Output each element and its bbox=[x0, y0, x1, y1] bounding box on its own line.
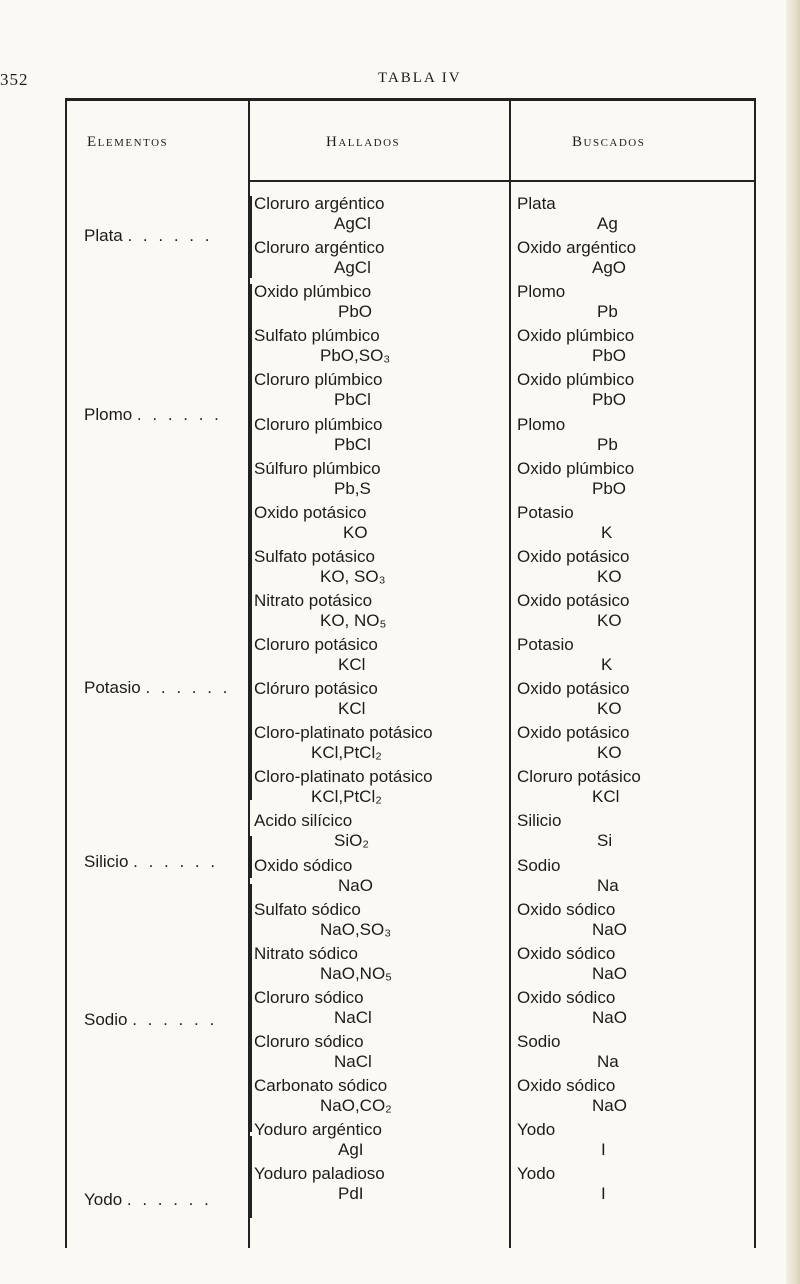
buscado-formula: Pb bbox=[597, 302, 618, 321]
group-label bbox=[84, 405, 222, 425]
buscado-formula: I bbox=[601, 1184, 606, 1203]
hallado-name: Nitrato potásico bbox=[254, 591, 373, 610]
buscado-name: Oxido plúmbico bbox=[517, 459, 635, 478]
buscado-name: Oxido plúmbico bbox=[517, 370, 635, 389]
buscado-formula: I bbox=[601, 1140, 606, 1159]
column-header-hallados: Hallados bbox=[326, 134, 401, 150]
buscado-formula: NaO bbox=[592, 920, 627, 939]
hallado-name: Oxido potásico bbox=[254, 503, 367, 522]
hallado-name: Cloruro argéntico bbox=[254, 194, 385, 213]
hallado-formula: PdI bbox=[338, 1184, 364, 1203]
hallado-name: Cloro-platinato potásico bbox=[254, 723, 433, 742]
buscado-formula: KO bbox=[597, 567, 622, 586]
hallado-formula: PbO bbox=[338, 302, 373, 321]
column-header-elementos: Elementos bbox=[87, 134, 169, 150]
leader-dots: . . . . . . bbox=[133, 852, 219, 871]
page-number: 352 bbox=[0, 70, 29, 89]
buscado-name: Oxido potásico bbox=[517, 679, 630, 698]
buscado-name: Oxido sódico bbox=[517, 988, 616, 1007]
hallado-formula: NaCl bbox=[334, 1052, 372, 1071]
hallado-name: Cloruro potásico bbox=[254, 635, 378, 654]
hallado-formula: NaO bbox=[338, 876, 373, 895]
hallado-name: Yoduro paladioso bbox=[254, 1164, 385, 1183]
buscado-formula: K bbox=[601, 523, 613, 542]
buscado-formula: KO bbox=[597, 743, 622, 762]
page-edge bbox=[786, 0, 800, 1284]
buscado-formula: K bbox=[601, 655, 613, 674]
buscado-name: Silicio bbox=[517, 811, 562, 830]
hallado-formula: PbCl bbox=[334, 435, 371, 454]
hallado-name: Sulfato sódico bbox=[254, 900, 361, 919]
header-rule bbox=[248, 180, 754, 182]
buscado-name: Sodio bbox=[517, 1032, 561, 1051]
hallado-formula: NaCl bbox=[334, 1008, 372, 1027]
hallado-formula: AgCl bbox=[334, 214, 371, 233]
hallado-name: Carbonato sódico bbox=[254, 1076, 388, 1095]
hallado-formula: PbO,SO₃ bbox=[320, 346, 391, 365]
buscado-formula: Na bbox=[597, 876, 619, 895]
hallado-formula: KO, NO₅ bbox=[320, 611, 387, 630]
leader-dots: . . . . . . bbox=[127, 226, 213, 245]
buscado-name: Oxido potásico bbox=[517, 591, 630, 610]
buscado-name: Oxido sódico bbox=[517, 900, 616, 919]
hallado-formula: KO bbox=[343, 523, 368, 542]
buscado-name: Potasio bbox=[517, 503, 574, 522]
buscado-name: Sodio bbox=[517, 856, 561, 875]
buscado-name: Plomo bbox=[517, 415, 566, 434]
buscado-formula: AgO bbox=[592, 258, 627, 277]
column-divider bbox=[509, 98, 511, 1248]
hallado-formula: KCl,PtCl₂ bbox=[311, 743, 382, 762]
group-name: Plata bbox=[84, 226, 123, 245]
buscado-name: Oxido potásico bbox=[517, 547, 630, 566]
buscado-formula: KCl bbox=[592, 787, 620, 806]
group-brace bbox=[250, 284, 262, 532]
hallado-name: Nitrato sódico bbox=[254, 944, 358, 963]
table-right-border bbox=[754, 98, 756, 1248]
hallado-name: Clóruro potásico bbox=[254, 679, 378, 698]
group-name: Sodio bbox=[84, 1010, 128, 1029]
buscado-name: Plata bbox=[517, 194, 556, 213]
hallado-formula: NaO,NO₅ bbox=[320, 964, 393, 983]
group-label bbox=[84, 226, 212, 246]
buscado-formula: Na bbox=[597, 1052, 619, 1071]
buscado-formula: NaO bbox=[592, 964, 627, 983]
hallado-formula: AgCl bbox=[334, 258, 371, 277]
hallado-name: Acido silícico bbox=[254, 811, 353, 830]
group-name: Silicio bbox=[84, 852, 129, 871]
buscado-name: Cloruro potásico bbox=[517, 767, 641, 786]
hallado-formula: KCl bbox=[338, 699, 366, 718]
hallado-name: Oxido sódico bbox=[254, 856, 353, 875]
page-title: TABLA IV bbox=[378, 70, 462, 86]
buscado-name: Plomo bbox=[517, 282, 566, 301]
buscado-name: Yodo bbox=[517, 1164, 556, 1183]
buscado-formula: PbO bbox=[592, 390, 627, 409]
group-label bbox=[84, 852, 218, 872]
hallado-name: Súlfuro plúmbico bbox=[254, 459, 381, 478]
hallado-name: Cloruro sódico bbox=[254, 1032, 364, 1051]
buscado-formula: PbO bbox=[592, 479, 627, 498]
buscado-formula: NaO bbox=[592, 1008, 627, 1027]
leader-dots: . . . . . . bbox=[145, 678, 231, 697]
group-name: Plomo bbox=[84, 405, 133, 424]
hallado-name: Sulfato plúmbico bbox=[254, 326, 380, 345]
table-top-rule bbox=[65, 98, 755, 101]
hallado-name: Cloruro plúmbico bbox=[254, 370, 383, 389]
buscado-name: Potasio bbox=[517, 635, 574, 654]
group-label bbox=[84, 678, 230, 698]
group-name: Yodo bbox=[84, 1190, 123, 1209]
hallado-name: Cloruro argéntico bbox=[254, 238, 385, 257]
buscado-name: Oxido plúmbico bbox=[517, 326, 635, 345]
column-header-buscados: Buscados bbox=[572, 134, 646, 150]
hallado-formula: KO, SO₃ bbox=[320, 567, 386, 586]
hallado-name: Sulfato potásico bbox=[254, 547, 375, 566]
hallado-formula: NaO,SO₃ bbox=[320, 920, 392, 939]
buscado-name: Yodo bbox=[517, 1120, 556, 1139]
buscado-name: Oxido sódico bbox=[517, 1076, 616, 1095]
hallado-name: Cloruro sódico bbox=[254, 988, 364, 1007]
hallado-formula: AgI bbox=[338, 1140, 364, 1159]
hallado-formula: NaO,CO₂ bbox=[320, 1096, 392, 1115]
hallado-formula: Pb,S bbox=[334, 479, 371, 498]
buscado-name: Oxido argéntico bbox=[517, 238, 637, 257]
leader-dots: . . . . . . bbox=[136, 405, 222, 424]
group-label bbox=[84, 1190, 212, 1210]
buscado-formula: KO bbox=[597, 611, 622, 630]
buscado-formula: NaO bbox=[592, 1096, 627, 1115]
hallado-formula: KCl,PtCl₂ bbox=[311, 787, 382, 806]
buscado-name: Oxido potásico bbox=[517, 723, 630, 742]
buscado-formula: Pb bbox=[597, 435, 618, 454]
table-left-border bbox=[65, 98, 67, 1248]
hallado-name: Cloro-platinato potásico bbox=[254, 767, 433, 786]
hallado-formula: KCl bbox=[338, 655, 366, 674]
buscado-formula: Ag bbox=[597, 214, 618, 233]
hallado-formula: PbCl bbox=[334, 390, 371, 409]
hallado-name: Cloruro plúmbico bbox=[254, 415, 383, 434]
buscado-formula: PbO bbox=[592, 346, 627, 365]
hallado-formula: SiO₂ bbox=[334, 831, 369, 850]
hallado-name: Yoduro argéntico bbox=[254, 1120, 382, 1139]
buscado-formula: Si bbox=[597, 831, 613, 850]
group-name: Potasio bbox=[84, 678, 141, 697]
group-label bbox=[84, 1010, 217, 1030]
buscado-name: Oxido sódico bbox=[517, 944, 616, 963]
hallado-name: Oxido plúmbico bbox=[254, 282, 372, 301]
buscado-formula: KO bbox=[597, 699, 622, 718]
leader-dots: . . . . . . bbox=[132, 1010, 218, 1029]
leader-dots: . . . . . . bbox=[126, 1190, 212, 1209]
